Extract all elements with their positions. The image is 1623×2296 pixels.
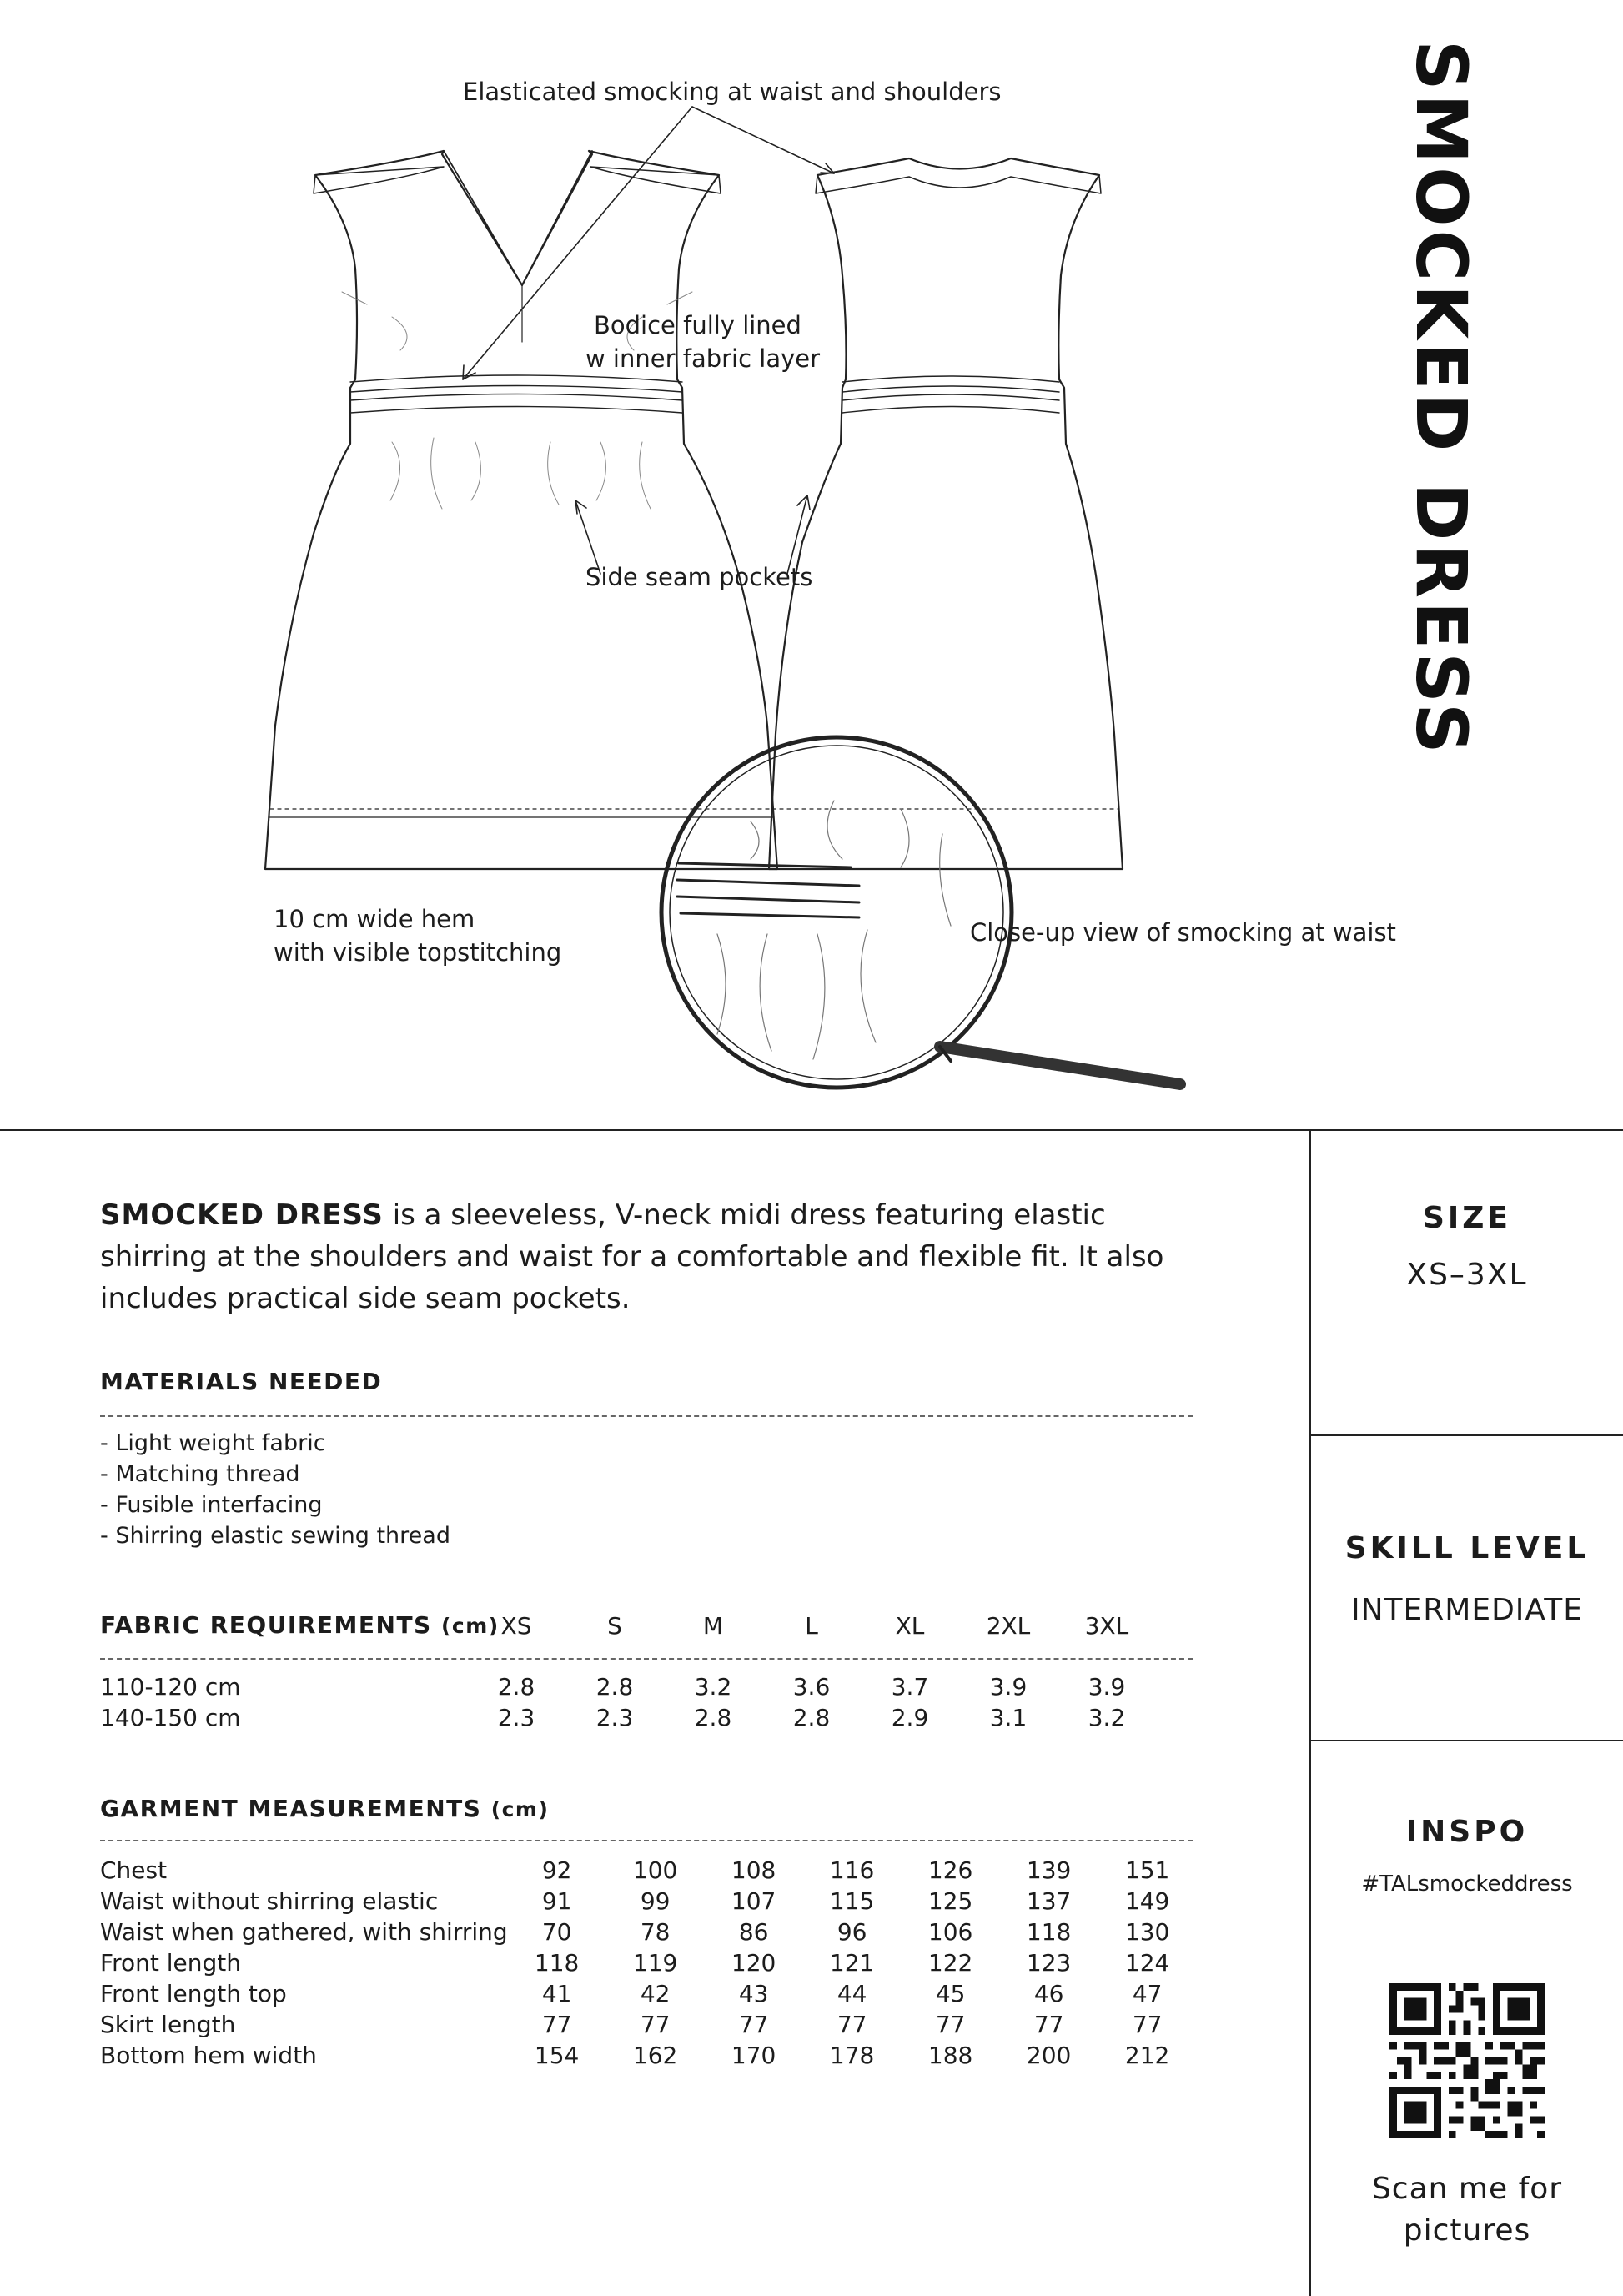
table-row (100, 1917, 1197, 1947)
materials-item: - Matching thread (100, 1461, 300, 1487)
table-row (100, 1702, 1156, 1733)
table-cell: 137 (1026, 1887, 1072, 1915)
inspo-hashtag[interactable]: #TALsmockeddress (1361, 1871, 1573, 1897)
page-title: SMOCKED DRESS (1400, 40, 1482, 757)
table-cell: 77 (640, 2011, 671, 2038)
table-cell: 119 (632, 1949, 678, 1977)
scan-caption (1311, 2168, 1623, 2252)
sidebar-divider-1 (1309, 1434, 1623, 1436)
table-cell: 42 (640, 1980, 671, 2007)
table-cell: 91 (541, 1887, 572, 1915)
row-label: Front length (100, 1949, 241, 1977)
size-l: L (805, 1612, 818, 1640)
annotation-pockets: Side seam pockets (585, 563, 813, 591)
table-cell: 2.8 (497, 1673, 535, 1701)
table-cell: 43 (738, 1980, 769, 2007)
fabric-heading (100, 1611, 500, 1639)
garment-table (100, 1855, 1197, 2071)
skill-value: INTERMEDIATE (1350, 1593, 1583, 1627)
garment-heading (100, 1795, 549, 1822)
table-cell: 2.8 (595, 1673, 634, 1701)
table-cell: 99 (640, 1887, 671, 1915)
table-cell: 47 (1132, 1980, 1163, 2007)
table-cell: 116 (829, 1856, 875, 1884)
table-cell: 124 (1124, 1949, 1170, 1977)
table-cell: 154 (534, 2042, 580, 2069)
table-cell: 118 (1026, 1918, 1072, 1946)
size-s: S (607, 1612, 622, 1640)
table-cell: 139 (1026, 1856, 1072, 1884)
table-cell: 41 (541, 1980, 572, 2007)
table-cell: 178 (829, 2042, 875, 2069)
materials-list (100, 1428, 450, 1551)
table-cell: 3.9 (989, 1673, 1028, 1701)
materials-heading: MATERIALS NEEDED (100, 1368, 383, 1395)
size-xl: XL (895, 1612, 925, 1640)
size-value: XS–3XL (1406, 1258, 1528, 1292)
table-cell: 3.9 (1088, 1673, 1126, 1701)
size-2xl: 2XL (986, 1612, 1031, 1640)
table-cell: 3.6 (792, 1673, 831, 1701)
table-row (100, 1855, 1197, 1886)
table-cell: 92 (541, 1856, 572, 1884)
intro-product-name: SMOCKED DRESS (100, 1198, 384, 1232)
table-cell: 130 (1124, 1918, 1170, 1946)
intro-text: is a sleeveless, V-neck midi dress featuring elastic shirring at the shoulders and waist for a comfortable and flexible fit. It also includes practical side seam pockets. (100, 1198, 1164, 1315)
table-cell: 108 (731, 1856, 776, 1884)
dashed-rule (100, 1840, 1193, 1841)
table-cell: 3.2 (694, 1673, 732, 1701)
fabric-heading-text: FABRIC REQUIREMENTS (100, 1611, 432, 1639)
table-cell: 107 (731, 1887, 776, 1915)
table-cell: 162 (632, 2042, 678, 2069)
table-cell: 77 (541, 2011, 572, 2038)
annotation-bodice-line2: w inner fabric layer (585, 344, 821, 373)
table-cell: 126 (927, 1856, 973, 1884)
materials-item: - Shirring elastic sewing thread (100, 1523, 450, 1549)
back-dress-drawing (769, 158, 1123, 869)
table-cell: 106 (927, 1918, 973, 1946)
table-cell: 44 (837, 1980, 867, 2007)
table-cell: 78 (640, 1918, 671, 1946)
table-cell: 118 (534, 1949, 580, 1977)
table-cell: 2.8 (792, 1704, 831, 1731)
dashed-rule (100, 1658, 1193, 1660)
garment-unit: (cm) (490, 1797, 550, 1821)
scan-caption-line1: Scan me for (1371, 2172, 1563, 2206)
table-cell: 212 (1124, 2042, 1170, 2069)
table-cell: 121 (829, 1949, 875, 1977)
sidebar-divider (1309, 1129, 1311, 2296)
table-cell: 188 (927, 2042, 973, 2069)
table-cell: 122 (927, 1949, 973, 1977)
qr-code[interactable] (1389, 1983, 1545, 2138)
table-row (100, 1947, 1197, 1978)
table-row (100, 2009, 1197, 2040)
row-label: Waist when gathered, with shirring (100, 1918, 508, 1946)
row-label: 140-150 cm (100, 1704, 241, 1731)
table-cell: 86 (738, 1918, 769, 1946)
row-label: 110-120 cm (100, 1673, 241, 1701)
skill-label: SKILL LEVEL (1344, 1531, 1590, 1565)
table-row (100, 1886, 1197, 1917)
table-cell: 3.2 (1088, 1704, 1126, 1731)
table-cell: 2.8 (694, 1704, 732, 1731)
intro-paragraph (100, 1194, 1209, 1319)
garment-heading-text: GARMENT MEASUREMENTS (100, 1795, 482, 1822)
table-cell: 170 (731, 2042, 776, 2069)
horizontal-divider (0, 1129, 1623, 1131)
front-dress-drawing (265, 151, 777, 869)
table-cell: 200 (1026, 2042, 1072, 2069)
annotation-hem-line1: 10 cm wide hem (274, 905, 475, 933)
row-label: Waist without shirring elastic (100, 1887, 439, 1915)
table-cell: 2.3 (497, 1704, 535, 1731)
table-cell: 3.7 (891, 1673, 929, 1701)
table-row (100, 1978, 1197, 2009)
table-cell: 149 (1124, 1887, 1170, 1915)
table-cell: 77 (1132, 2011, 1163, 2038)
annotation-closeup: Close-up view of smocking at waist (970, 918, 1396, 947)
dashed-rule (100, 1415, 1193, 1417)
table-cell: 100 (632, 1856, 678, 1884)
table-row (100, 1671, 1156, 1702)
fabric-size-header (467, 1610, 1156, 1641)
table-cell: 120 (731, 1949, 776, 1977)
table-cell: 151 (1124, 1856, 1170, 1884)
inspo-label: INSPO (1405, 1815, 1529, 1849)
row-label: Skirt length (100, 2011, 236, 2038)
row-label: Bottom hem width (100, 2042, 317, 2069)
table-cell: 45 (935, 1980, 966, 2007)
row-label: Chest (100, 1856, 168, 1884)
table-row (100, 2040, 1197, 2071)
row-label: Front length top (100, 1980, 287, 2007)
size-3xl: 3XL (1084, 1612, 1129, 1640)
annotation-smocking: Elasticated smocking at waist and shoulders (463, 78, 1002, 106)
table-cell: 46 (1033, 1980, 1064, 2007)
size-label: SIZE (1422, 1201, 1512, 1235)
fabric-table (100, 1671, 1156, 1733)
table-cell: 125 (927, 1887, 973, 1915)
annotation-hem-line2: with visible topstitching (274, 938, 562, 967)
table-cell: 77 (1033, 2011, 1064, 2038)
table-cell: 2.3 (595, 1704, 634, 1731)
materials-item: - Fusible interfacing (100, 1492, 323, 1518)
table-cell: 123 (1026, 1949, 1072, 1977)
sidebar-divider-2 (1309, 1740, 1623, 1741)
size-m: M (702, 1612, 724, 1640)
fabric-unit: (cm) (440, 1614, 500, 1638)
table-cell: 115 (829, 1887, 875, 1915)
table-cell: 3.1 (989, 1704, 1028, 1731)
annotation-bodice-line1: Bodice fully lined (594, 311, 801, 339)
table-cell: 77 (738, 2011, 769, 2038)
size-xs: XS (500, 1612, 532, 1640)
table-cell: 77 (935, 2011, 966, 2038)
materials-item: - Light weight fabric (100, 1430, 326, 1456)
table-cell: 77 (837, 2011, 867, 2038)
table-cell: 96 (837, 1918, 867, 1946)
scan-caption-line2: pictures (1403, 2213, 1531, 2248)
table-cell: 70 (541, 1918, 572, 1946)
table-cell: 2.9 (891, 1704, 929, 1731)
magnifier-drawing (661, 737, 1180, 1088)
